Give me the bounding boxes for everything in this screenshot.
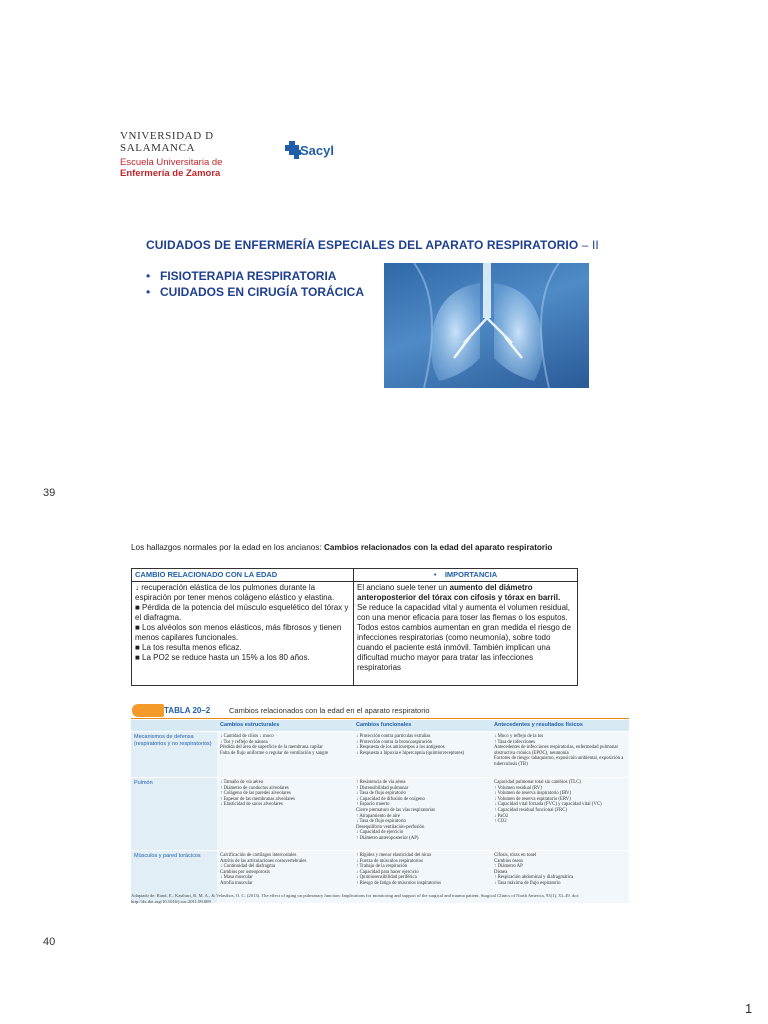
lungs-image — [384, 263, 589, 388]
bullet-icon: • — [433, 570, 437, 579]
table-cell: ↓ Cantidad de cilios ↓ moco ↓ Tos y reflejo de náusea Pérdida del área de superficie de la membrana capilar Falta de flujo uniforme o regular de ventilación y sangre — [220, 734, 329, 756]
scanned-table-image — [131, 703, 629, 915]
school-line-2: Enfermería de Zamora — [120, 168, 221, 179]
table-row — [131, 777, 629, 850]
column-header-label: IMPORTANCIA — [444, 570, 498, 579]
divider — [131, 718, 629, 719]
intro-text: Los hallazgos normales por la edad en los ancianos: — [131, 543, 324, 552]
table-cell: Cifosis, tórax en tonel Cambios óseos ↑ Diámetro AP Disnea ↑ Respiración abdominal y diafragmática ↓ Tasa máxima de flujo espiratorio — [494, 853, 574, 886]
source-citation: Adaptado de: Rand, E., Kasthuri, R. M. A., & Velasthos, O. C. (2013). The effect of aging on pulmonary function: Implications for monitoring and support of the surgical and trauma patient. Surgical Clinics of North America, 93(1), 33–49. doi: http://dx.doi.org/10.1016/j.suc.2011.09.009 — [131, 893, 580, 904]
topic-item — [146, 268, 364, 284]
university-logo — [120, 130, 290, 179]
importance-paragraph — [357, 583, 574, 603]
table-caption: Cambios relacionados con la edad en el aparato respiratorio — [229, 706, 430, 715]
slide2-intro — [131, 543, 601, 553]
table-cell: ↑ Rigidez y menor elasticidad del tórax ↓ Fuerza de músculos respiratorios ↑ Trabajo de la respiración ↓ Capacidad para hacer ejercicio ↓ Quimiosensibilidad periférica ↑ Riesgo de fatiga de músculos inspiratorios — [356, 853, 441, 886]
table-cell: ↓ Protección contra partículas extrañas ↓ Protección contra la broncoaspiración ↓ Respuesta de los anticuerpos a los antígenos ↓ Respuesta a hipoxia e hipercapnia (quimiorreceptores) — [356, 734, 465, 756]
page-number: 39 — [43, 487, 56, 499]
scan-title-bar — [131, 703, 629, 717]
importance-paragraph: Se reduce la capacidad vital y aumenta el volumen residual, con una menor eficacia para toser las flemas o los esputos. Todos estos cambios aumentan en gran medida el riesgo de infecciones respiratorias (como neumonía), sobre todo cuando el paciente está inmóvil. También implican una dificultad mucho mayor para tratar las infecciones respiratorias — [357, 603, 571, 672]
sheet-number: 1 — [745, 1001, 753, 1016]
table-cell: ↓ Tamaño de vía aérea ↑ Diámetro de conductos alveolares ↑ Colágeno de las paredes alveolares ↑ Espesor de las membranas alveolares ↓ Elasticidad de sacos alveolares — [220, 780, 295, 808]
column-header: CAMBIO RELACIONADO CON LA EDAD — [132, 569, 354, 582]
page-number: 40 — [43, 936, 56, 948]
table-tag-shape — [132, 704, 164, 717]
school-line-1: Escuela Universitaria de — [120, 157, 223, 168]
slide-title-suffix: – II — [578, 238, 599, 252]
school-name — [120, 157, 290, 179]
topic-item — [146, 284, 364, 300]
slide-title-main: CUIDADOS DE ENFERMERÍA ESPECIALES DEL APARATO RESPIRATORIO — [146, 238, 579, 252]
intro-heading: Cambios relacionados con la edad del aparato respiratorio — [323, 543, 553, 552]
table-row — [131, 731, 629, 777]
column-header: Antecedentes y resultados físicos — [494, 722, 583, 728]
row-label: Pulmón — [134, 780, 153, 786]
slide-title — [146, 238, 599, 252]
table-cell: ↑ Resistencia de vía aérea ↑ Distensibilidad pulmonar ↓ Tasa de flujo espiratorio ↓ Capacidad de difusión de oxígeno ↑ Espacio muerto Cierre prematuro de las vías respiratorias ↑ Atrapamiento de aire ↓ Tasa de flujo espiratorio Desequilibrio ventilación-perfusión ↓ Capacidad de ejercicio ↑ Diámetro anteroposterior (AP) — [356, 780, 435, 841]
column-header — [131, 720, 217, 731]
row-label: Músculos y pared torácicos — [134, 853, 201, 859]
table-cell: ↓ Moco y reflejo de la tos ↑ Tasa de infecciones Antecedentes de infecciones respiratorias, enfermedad pulmonar obstructiva crónica (EPOC), neumonía Factores de riesgo: tabaquismo, exposición ambiental, exposición a tuberculosis (TB) — [494, 734, 624, 767]
table-cell: Calcificación de cartílagos intercostales Artritis de las articulaciones costovertebrales ↓ Continuidad del diafragma Cambios por osteoporosis ↓ Masa muscular Atrofia muscular — [220, 853, 307, 886]
lungs-illustration — [384, 263, 589, 388]
university-name: VNIVERSIDAD D SALAMANCA — [120, 130, 214, 154]
change-item: ■ Pérdida de la potencia del músculo esquelético del tórax y el diafragma. — [135, 603, 349, 622]
changes-cell — [132, 582, 354, 686]
bullet-icon: • — [146, 285, 151, 299]
column-header — [354, 569, 578, 582]
importance-text: El anciano suele tener un — [357, 583, 450, 592]
change-item: ■ Los alvéolos son menos elásticos, más fibrosos y tienen menos capilares funcionales. — [135, 623, 342, 642]
change-item: ■ La PO2 se reduce hasta un 15% a los 80 años. — [135, 653, 310, 662]
scan-grid — [131, 720, 629, 903]
change-item: ↓ recuperación elástica de los pulmones durante la espiración por tener menos colágeno elástico y elastina. — [135, 583, 335, 602]
scan-header-row — [131, 720, 629, 731]
partner-logo-text: Sacyl — [300, 143, 334, 158]
topic-list — [146, 268, 364, 300]
table-number: TABLA 20–2 — [164, 706, 211, 715]
topic-label: CUIDADOS EN CIRUGÍA TORÁCICA — [160, 285, 365, 299]
importance-highlight: aumento del diámetro anteroposterior del tórax con cifosis y tórax en barril. — [357, 583, 561, 602]
row-label: Mecanismos de defensa (respiratorios y no respiratorios) — [134, 734, 212, 747]
importance-cell — [354, 582, 578, 686]
column-header: Cambios funcionales — [356, 722, 412, 728]
age-changes-table — [131, 568, 578, 686]
column-header: Cambios estructurales — [220, 722, 280, 728]
bullet-icon: • — [146, 269, 151, 283]
change-item: ■ La tos resulta menos eficaz. — [135, 643, 242, 652]
topic-label: FISIOTERAPIA RESPIRATORIA — [160, 269, 337, 283]
table-cell: Capacidad pulmonar total sin cambios (TLC) ↑ Volumen residual (RV) ↓ Volumen de reserva inspiratorio (IRV) ↓ Volumen de reserva espiratorio (ERV) ↓ Capacidad vital forzada (FVC) y capacidad vital (VC) ↑ Capacidad residual funcional (FRC) ↓ PaO2 ↑ CO2 — [494, 780, 602, 825]
